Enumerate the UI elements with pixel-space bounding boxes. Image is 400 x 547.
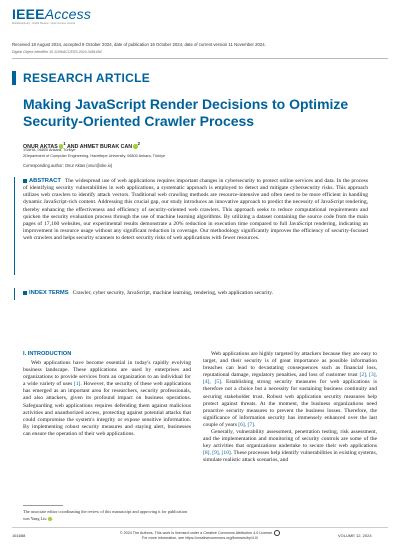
header-divider [12,58,388,59]
paragraph: Web applications are highly targeted by attackers because they are easy to target, and their security is of great importance as possible information breaches can lead to devastating consequences such as financial loss, reputational damage, regulatory penalties, and loss of customer trust [2], [3], [4], [5]. Establishing strong security measures for web applications is therefore not a choice but a necessity for sustaining business continuity and securing stakeholder trust. Robust web application security measures help protect against threats. At the moment, the business organizations need proactive security measures to prevent the business losses. Therefore, the significance of information security has immensely enhanced over the last couple of years [6], [7]. [203,351,377,428]
page-number: 161688 [12,533,26,538]
journal-tagline: Multidisciplinary : Rapid Review : Open Access Journal [12,22,76,25]
index-terms-body: Crawler, cyber security, JavaScript, machine learning, rendering, web application security. [72,290,273,296]
volume-info: VOLUME 12, 2024 [338,533,372,538]
cc-license-icon [274,530,280,536]
section-heading: I. INTRODUCTION [23,351,72,357]
license-notice: © 2024 The Authors. This work is licensed under a Creative Commons Attribution 4.0 License. For more information, see https://creativecommons.org/licenses/by/4.0/ [110,530,290,542]
square-bullet-icon [23,291,27,295]
footnote-divider [23,505,63,506]
citation-link[interactable]: [1] [73,381,81,388]
journal-logo [12,6,91,22]
citation-link[interactable]: [6], [7] [238,421,254,428]
affiliation-mark-1: 1 [63,141,66,146]
left-column [23,360,191,438]
affiliation-1: 1SAHA, 06800 Ankara, Türkiye [23,148,76,152]
article-type: RESEARCH ARTICLE [23,71,151,85]
editor-footnote: The associate editor coordinating the review of this manuscript and approving it for publication was Yang Liu . [23,509,188,521]
citation-link[interactable]: [2], [3], [4], [5] [203,372,377,386]
logo-ieee-text: IEEE [12,6,45,22]
footer-divider [12,527,388,528]
abstract [23,178,368,242]
author-2[interactable]: AND AHMET BURAK CAN [66,143,133,150]
author-1[interactable]: ONUR AKTAS [23,143,58,150]
publication-dates: Received 18 August 2024, accepted 8 October 2024, date of publication 16 October 2024, date of current version 11 November 2024. [12,42,266,47]
logo-access-text: Access [44,6,92,22]
corresponding-author: Corresponding author: Onur Aktas (onur@oke.io) [23,163,113,168]
abstract-label: ABSTRACT [29,178,61,184]
paragraph: Web applications have become essential in today's rapidly evolving business landscape. These applications are used by enterprises and organizations to provide services from an organization to an individual for a wide variety of uses [1]. However, the security of these web applications has emerged as an important area for researchers, security professionals, and also attackers, given its profound impact on business operations. Safeguarding web applications requires defending them against malicious activities and unauthorized access, protecting against potential attacks that could compromise the system's integrity or expose sensitive information. By implementing robust security measures and staying alert, businesses can ensure the operation of their web applications. [23,360,191,437]
index-terms [23,290,368,296]
square-bullet-icon [23,179,27,183]
affiliation-mark-2: 2 [137,141,141,146]
paper-title: Making JavaScript Render Decisions to Optimize Security-Oriented Crawler Process [23,96,349,129]
license-link[interactable]: For more information, see https://creativecommons.org/licenses/by/4.0/ [142,536,258,541]
abstract-body: The widespread use of web applications requires important changes in cybersecurity to protect online services and data. In the process of identifying security vulnerabilities in web applications, a systematic approach is employed to detect and mitigate cybersecurity risks. This approach utilizes web crawlers to identify attack vectors. Traditional web crawling methods are resource-intensive and often need to be more efficient in handling dynamic JavaScript-rich content. Addressing this crucial gap, our study introduces an innovative approach to predict the necessity of JavaScript rendering, thereby enhancing the effectiveness and efficiency of security-oriented web crawlers. This approach seeks to reduce computational requirements and quicken the security evaluation process through the use of machine learning algorithms. By utilizing a dataset containing the source code from the main pages of 17,160 websites, our experimental results demonstrate a 20% reduction in execution time compared to full JavaScript rendering, indicating an improvement in resource usage without any significant reduction in coverage. Our methodology significantly improves the efficiency of security-focused web crawlers and helps security scanners to detect security risks of web applications with fewer resources. [23,178,368,241]
right-column [203,351,377,465]
index-terms-label: INDEX TERMS [29,290,69,296]
affiliation-2: 2Department of Computer Engineering, Hacettepe University, 06800 Ankara, Türkiye [23,154,166,158]
paragraph: Generally, vulnerability assessment, penetration testing, risk assessment, and the implementation and monitoring of security controls are some of the key activities that organizations undertake to secure their web applications [8], [9], [10]. These processes help identify vulnerabilities in existing systems, simulate realistic attack scenarios, and [203,429,377,464]
citation-link[interactable]: [8], [9], [10] [203,450,231,457]
doi-link[interactable]: Digital Object Identifier 10.1109/ACCESS.2024.3481494 [12,50,102,54]
article-type-marker [12,71,16,85]
